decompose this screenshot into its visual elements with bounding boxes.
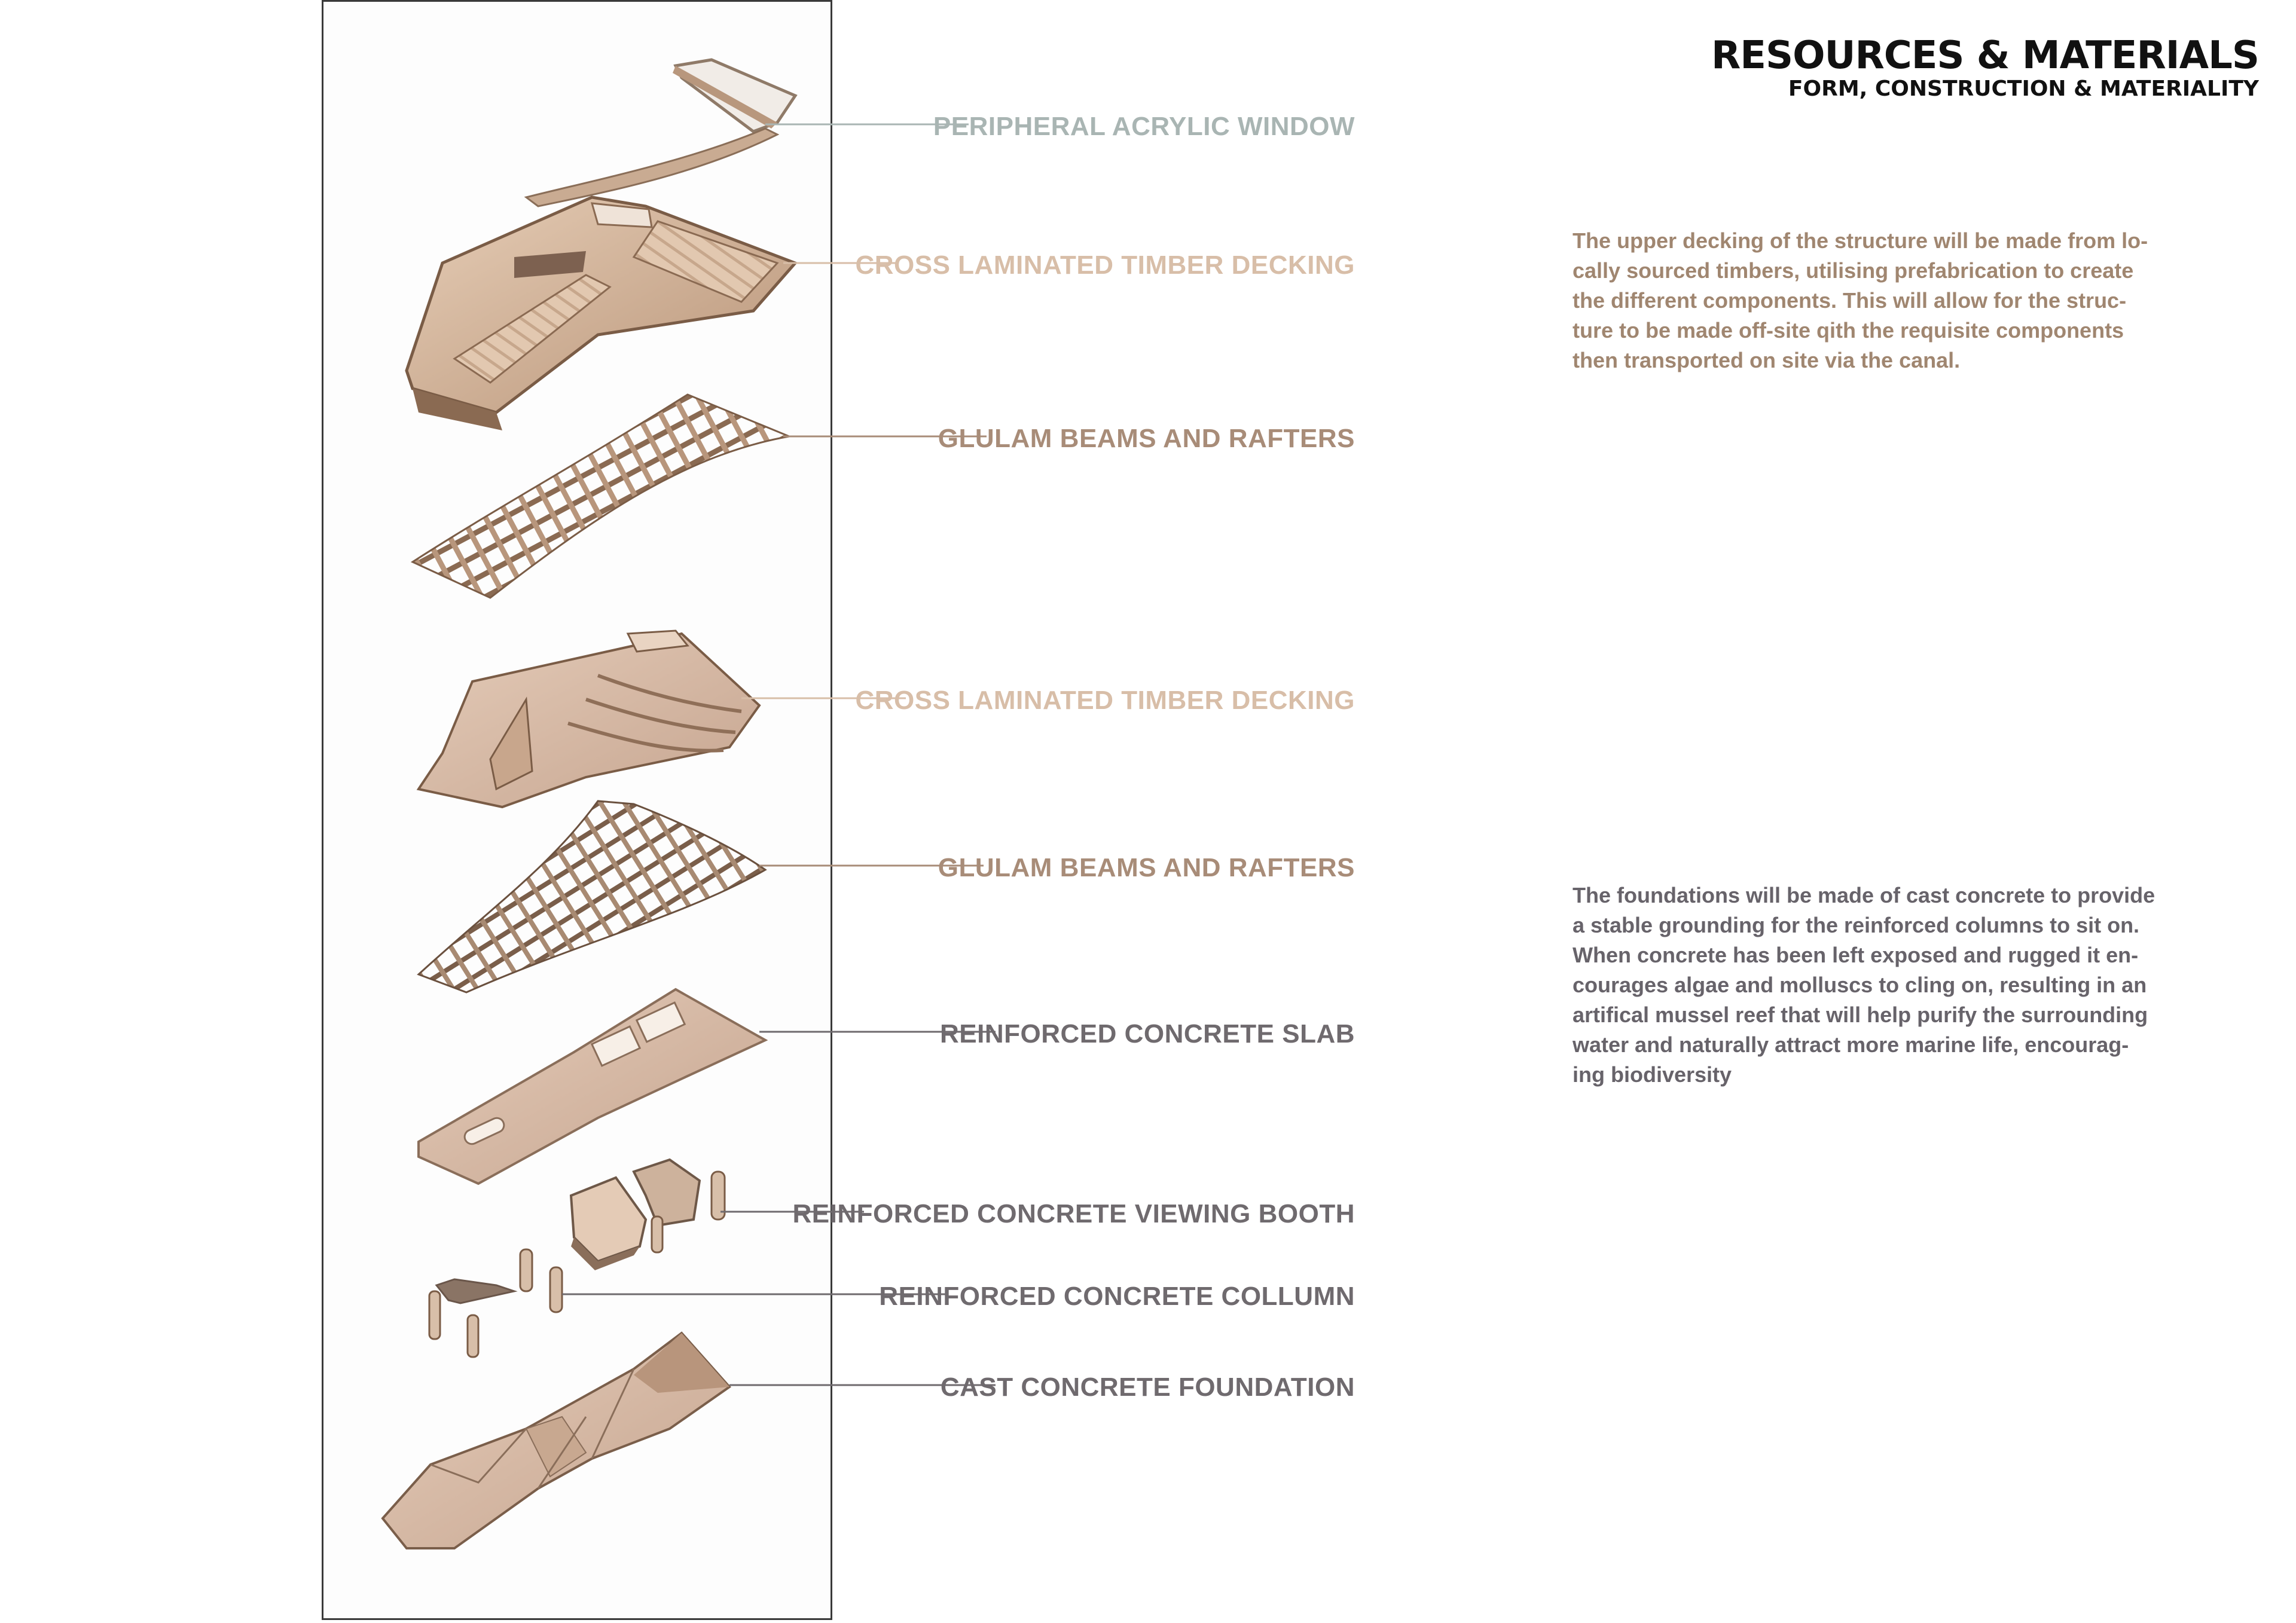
label-clt-decking-upper: CROSS LAMINATED TIMBER DECKING <box>855 250 1355 280</box>
concrete-description-line: artifical mussel reef that will help purify the surrounding <box>1573 1002 2148 1027</box>
clt-decking-lower-model <box>419 631 759 807</box>
concrete-description-line: courages algae and molluscs to cling on, resulting in an <box>1573 973 2147 997</box>
page-subtitle: FORM, CONSTRUCTION & MATERIALITY <box>1788 77 2259 101</box>
concrete-description-line: a stable grounding for the reinforced columns to sit on. <box>1573 913 2140 937</box>
concrete-slab-model <box>419 989 765 1184</box>
timber-description-line: cally sourced timbers, utilising prefabrication to create <box>1573 258 2134 283</box>
timber-description-line: the different components. This will allow for the struc- <box>1573 288 2127 313</box>
glulam-upper-model <box>413 395 789 598</box>
label-viewing-booth: REINFORCED CONCRETE VIEWING BOOTH <box>792 1199 1355 1228</box>
foundation-model <box>383 1333 729 1548</box>
acrylic-window-model <box>526 60 795 206</box>
viewing-booth-model <box>571 1160 725 1270</box>
label-acrylic-window: PERIPHERAL ACRYLIC WINDOW <box>933 112 1355 141</box>
label-clt-decking-lower: CROSS LAMINATED TIMBER DECKING <box>855 686 1355 715</box>
concrete-column-model <box>429 1249 562 1357</box>
concrete-description-line: When concrete has been left exposed and rugged it en- <box>1573 943 2139 967</box>
concrete-description <box>1573 881 2158 1090</box>
label-foundation: CAST CONCRETE FOUNDATION <box>940 1373 1355 1402</box>
timber-description-line: The upper decking of the structure will be made from lo- <box>1573 228 2148 253</box>
label-concrete-column: REINFORCED CONCRETE COLLUMN <box>879 1282 1355 1311</box>
timber-description-line: ture to be made off-site qith the requisite components <box>1573 318 2124 343</box>
concrete-description-line: ing biodiversity <box>1573 1062 1732 1087</box>
page-title: RESOURCES & MATERIALS <box>1711 33 2259 78</box>
label-concrete-slab: REINFORCED CONCRETE SLAB <box>939 1019 1355 1049</box>
glulam-lower-model <box>419 801 765 992</box>
label-glulam-upper: GLULAM BEAMS AND RAFTERS <box>938 424 1355 453</box>
timber-description <box>1573 226 2158 375</box>
timber-description-line: then transported on site via the canal. <box>1573 348 1961 372</box>
clt-decking-upper-model <box>407 197 795 430</box>
concrete-description-line: water and naturally attract more marine life, encourag- <box>1573 1032 2129 1057</box>
label-glulam-lower: GLULAM BEAMS AND RAFTERS <box>938 853 1355 882</box>
concrete-description-line: The foundations will be made of cast concrete to provide <box>1573 883 2155 907</box>
